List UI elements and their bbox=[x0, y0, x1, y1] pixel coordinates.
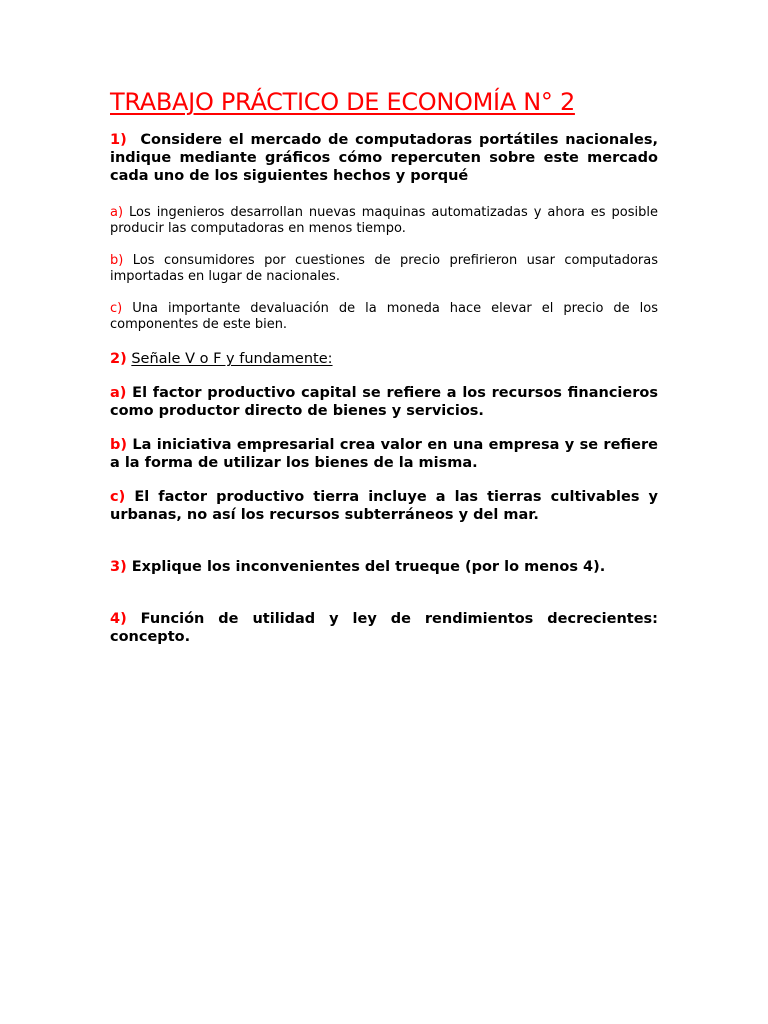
question-1-item-a bbox=[110, 205, 658, 237]
question-4 bbox=[110, 610, 658, 646]
item-label: a) bbox=[110, 385, 127, 401]
question-2-text: Señale V o F y fundamente: bbox=[131, 351, 333, 367]
question-2 bbox=[110, 350, 658, 368]
question-2-item-a bbox=[110, 384, 658, 420]
item-text: Una importante devaluación de la moneda hace elevar el precio de los componentes de este bien. bbox=[110, 301, 658, 332]
item-text: Los consumidores por cuestiones de precio prefirieron usar computadoras importadas en lugar de nacionales. bbox=[110, 253, 658, 284]
document-body bbox=[110, 86, 658, 646]
item-label: b) bbox=[110, 437, 128, 453]
item-label: a) bbox=[110, 205, 124, 220]
question-2-item-c bbox=[110, 488, 658, 524]
item-label: c) bbox=[110, 301, 123, 316]
item-label: c) bbox=[110, 489, 126, 505]
question-1 bbox=[110, 131, 658, 185]
question-3 bbox=[110, 558, 658, 576]
page-title: TRABAJO PRÁCTICO DE ECONOMÍA N° 2 bbox=[110, 88, 575, 116]
item-text: El factor productivo capital se refiere a los recursos financieros como productor directo de bienes y servicios. bbox=[110, 385, 658, 419]
question-4-number: 4) bbox=[110, 611, 127, 627]
question-2-item-b bbox=[110, 436, 658, 472]
item-label: b) bbox=[110, 253, 124, 268]
question-3-number: 3) bbox=[110, 559, 127, 575]
question-1-number: 1) bbox=[110, 132, 127, 148]
question-2-number: 2) bbox=[110, 351, 127, 367]
question-1-text: Considere el mercado de computadoras portátiles nacionales, indique mediante gráficos cómo repercuten sobre este mercado cada uno de los siguientes hechos y porqué bbox=[110, 132, 658, 184]
item-text: Los ingenieros desarrollan nuevas maquinas automatizadas y ahora es posible producir las computadoras en menos tiempo. bbox=[110, 205, 658, 236]
item-text: La iniciativa empresarial crea valor en una empresa y se refiere a la forma de utilizar los bienes de la misma. bbox=[110, 437, 658, 471]
question-1-item-b bbox=[110, 253, 658, 285]
item-text: El factor productivo tierra incluye a las tierras cultivables y urbanas, no así los recursos subterráneos y del mar. bbox=[110, 489, 658, 523]
question-3-text: Explique los inconvenientes del trueque (por lo menos 4). bbox=[131, 559, 606, 575]
question-4-text: Función de utilidad y ley de rendimientos decrecientes: concepto. bbox=[110, 611, 658, 645]
question-1-item-c bbox=[110, 301, 658, 333]
